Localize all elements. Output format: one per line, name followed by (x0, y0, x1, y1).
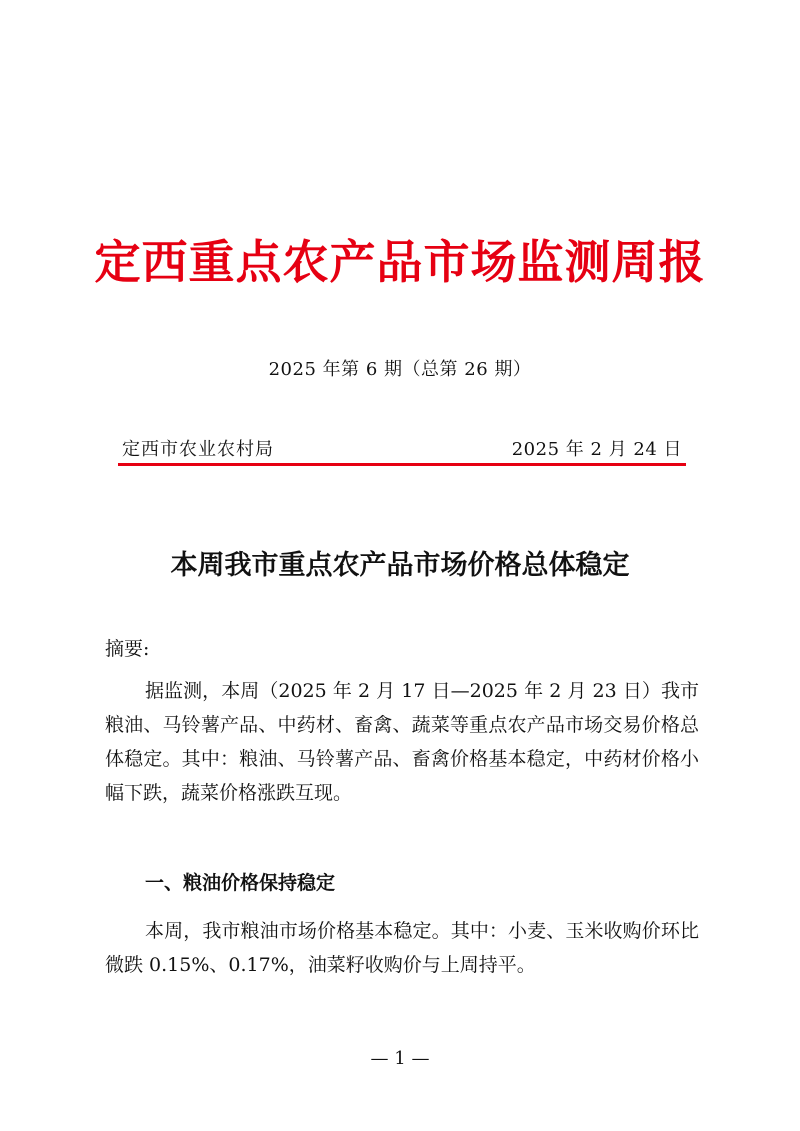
red-divider (118, 463, 686, 466)
section-heading: 一、粮油价格保持稳定 (145, 872, 336, 894)
article-headline: 本周我市重点农产品市场价格总体稳定 (170, 550, 630, 581)
issuer-row (118, 436, 686, 464)
report-title: 定西重点农产品市场监测周报 (94, 235, 706, 289)
page-number: — 1 — (370, 1048, 430, 1069)
issue-date: 2025 年 2 月 24 日 (511, 439, 682, 460)
section-paragraph: 本周，我市粮油市场价格基本稳定。其中：小麦、玉米收购价环比微跌 0.15%、0.17%，油菜籽收购价与上周持平。 (105, 920, 699, 976)
abstract-paragraph: 据监测，本周（2025 年 2 月 17 日—2025 年 2 月 23 日）我市粮油、马铃薯产品、中药材、畜禽、蔬菜等重点农产品市场交易价格总体稳定。其中：粮油、马铃薯产品、畜禽价格基本稳定，中药材价格小幅下跌，蔬菜价格涨跌互现。 (105, 680, 699, 804)
abstract-label: 摘要: (105, 638, 150, 660)
issuer-name: 定西市农业农村局 (122, 439, 274, 460)
issue-number: 2025 年第 6 期（总第 26 期） (268, 359, 532, 380)
